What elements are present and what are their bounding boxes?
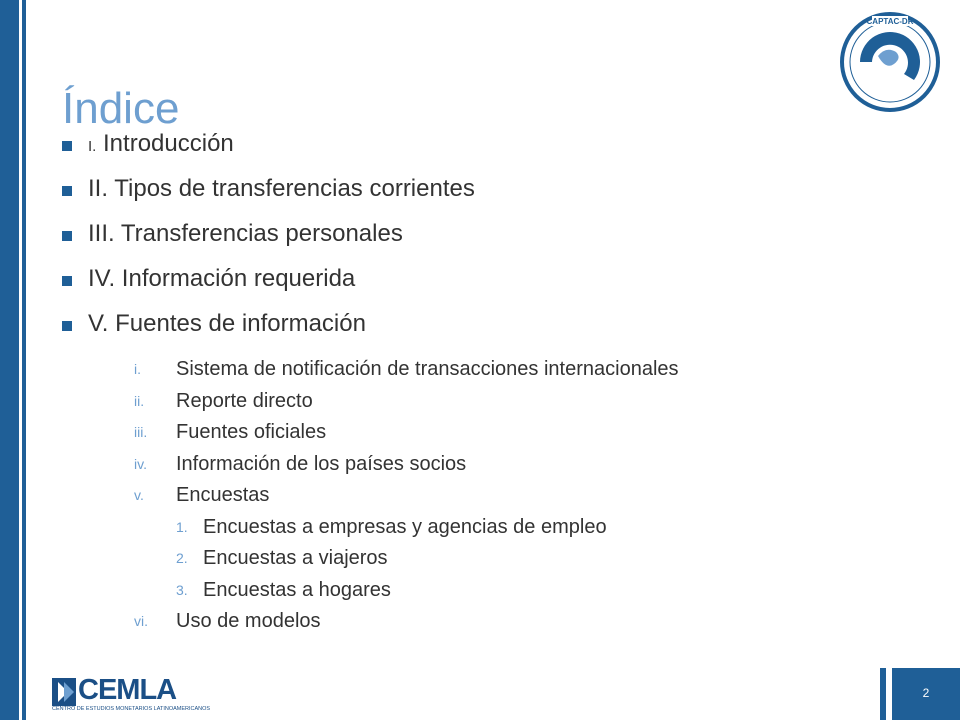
- sub-item-text: Sistema de notificación de transacciones internacionales: [176, 358, 679, 380]
- number-marker: 1.: [176, 518, 188, 535]
- captac-dr-logo: [838, 10, 942, 114]
- outline-number: I.: [88, 138, 97, 155]
- number-marker: 3.: [176, 581, 188, 598]
- sub-item-text: Encuestas: [176, 484, 270, 506]
- square-bullet-icon: [62, 141, 72, 151]
- svg-text:CAPTAC-DR: CAPTAC-DR: [866, 17, 914, 26]
- cemla-wordmark: CEMLA: [78, 674, 177, 706]
- square-bullet-icon: [62, 231, 72, 241]
- cemla-subtitle: CENTRO DE ESTUDIOS MONETARIOS LATINOAMERICANOS: [52, 706, 211, 712]
- left-accent-line: [22, 0, 26, 720]
- subsub-item-text: Encuestas a empresas y agencias de empleo: [203, 515, 607, 538]
- outline-item-introduccion: [62, 128, 475, 173]
- slide-title: Índice: [62, 84, 180, 134]
- footer-accent-bar: [880, 668, 886, 720]
- left-accent-bar: [0, 0, 19, 720]
- sub-item-text: Reporte directo: [176, 389, 313, 412]
- outline-item-tipos: [62, 173, 475, 218]
- cemla-logo: [52, 674, 211, 716]
- square-bullet-icon: [62, 276, 72, 286]
- outline-item-informacion: [62, 263, 475, 308]
- main-outline-list: [62, 128, 475, 353]
- roman-marker: i.: [134, 361, 141, 377]
- subsub-item-text: Encuestas a viajeros: [203, 547, 388, 569]
- outline-item-fuentes: [62, 308, 475, 353]
- sub-item-text: Fuentes oficiales: [176, 421, 327, 443]
- cemla-mark-icon: [52, 678, 76, 706]
- number-marker: 2.: [176, 550, 188, 566]
- roman-marker: v.: [134, 487, 144, 503]
- sub-item-text: Uso de modelos: [176, 610, 321, 632]
- roman-marker: iii.: [134, 424, 148, 440]
- sub-item-text: Información de los países socios: [176, 452, 467, 475]
- outline-text: IV. Información requerida: [88, 265, 356, 292]
- outline-text: V. Fuentes de información: [88, 310, 366, 337]
- roman-marker: ii.: [134, 392, 145, 409]
- outline-text: Introducción: [103, 130, 234, 157]
- roman-marker: vi.: [134, 613, 148, 629]
- roman-marker: iv.: [134, 455, 147, 472]
- outline-text: III. Transferencias personales: [88, 220, 403, 247]
- subsub-item-text: Encuestas a hogares: [203, 578, 391, 601]
- outline-item-personales: [62, 218, 475, 263]
- page-number: 2: [922, 686, 930, 700]
- square-bullet-icon: [62, 186, 72, 196]
- outline-text: II. Tipos de transferencias corrientes: [88, 175, 475, 202]
- square-bullet-icon: [62, 321, 72, 331]
